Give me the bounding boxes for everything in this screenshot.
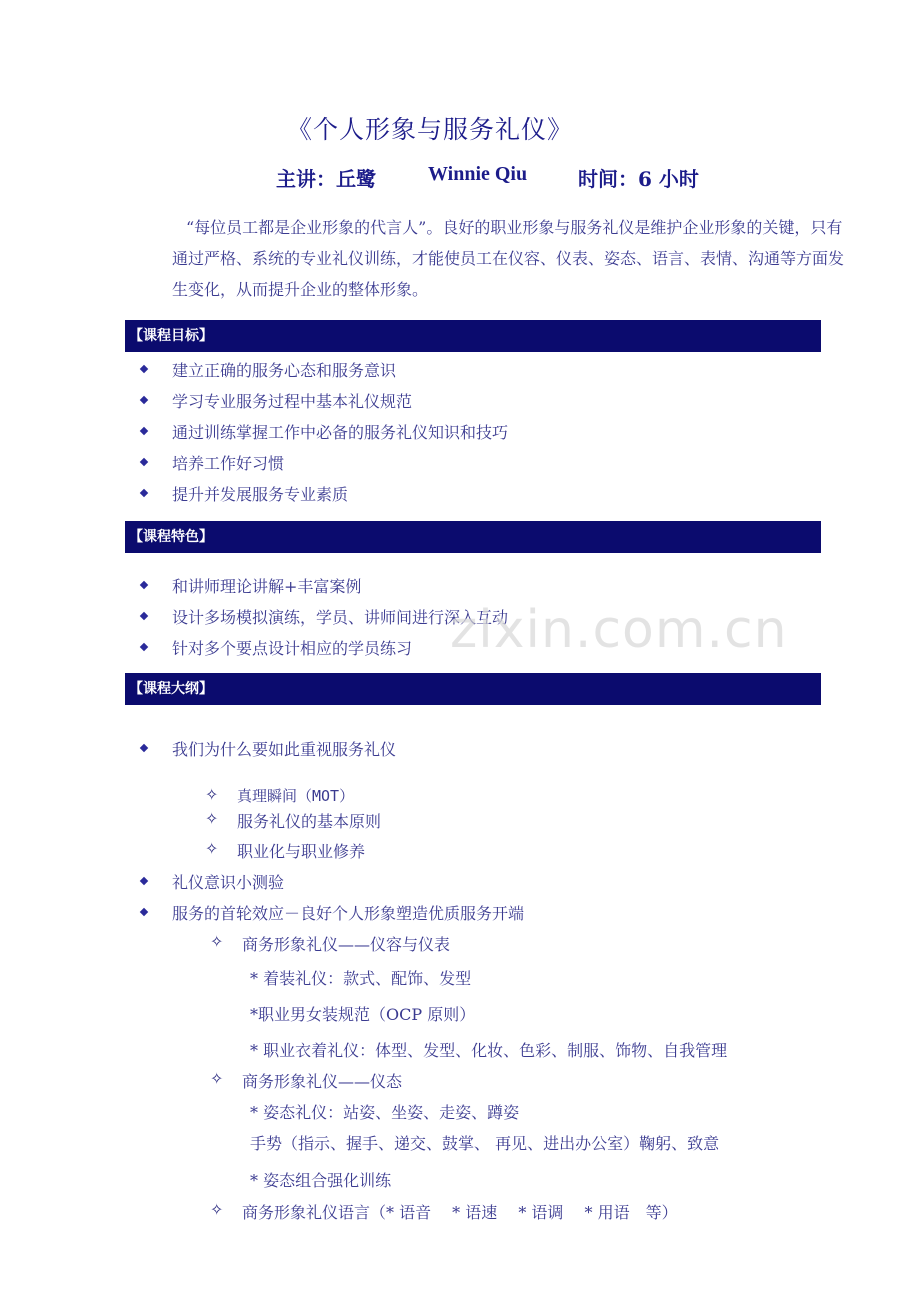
list-item: 针对多个要点设计相应的学员练习 bbox=[172, 639, 413, 658]
sub-list-item: 职业化与职业修养 bbox=[237, 842, 366, 861]
detail-line: * 姿态礼仪：站姿、坐姿、走姿、蹲姿 bbox=[250, 1103, 520, 1122]
bullet-diamond-icon bbox=[140, 489, 148, 497]
bullet-diamond-icon bbox=[140, 581, 148, 589]
sub-list-item: 商务形象礼仪——仪态 bbox=[242, 1072, 403, 1091]
section-header-outline: 【课程大纲】 bbox=[125, 673, 821, 705]
detail-line: 手势（指示、握手、递交、鼓掌、 再见、进出办公室）鞠躬、致意 bbox=[250, 1134, 720, 1153]
detail-line: * 着装礼仪：款式、配饰、发型 bbox=[250, 969, 472, 988]
four-point-star-icon: ✧ bbox=[205, 839, 219, 858]
four-point-star-icon: ✧ bbox=[210, 932, 224, 951]
list-item: 培养工作好习惯 bbox=[172, 454, 285, 473]
bullet-diamond-icon bbox=[140, 396, 148, 404]
lecturer-label: 主讲：丘鹭 bbox=[276, 167, 376, 191]
detail-line: *职业男女装规范（OCP 原则） bbox=[250, 1005, 476, 1024]
duration-label: 时间：6 小时 bbox=[578, 167, 699, 191]
bullet-diamond-icon bbox=[140, 908, 148, 916]
bullet-diamond-icon bbox=[140, 365, 148, 373]
section-header-features: 【课程特色】 bbox=[125, 521, 821, 553]
list-item: 我们为什么要如此重视服务礼仪 bbox=[172, 740, 397, 759]
list-item: 设计多场模拟演练，学员、讲师间进行深入互动 bbox=[172, 608, 509, 627]
bullet-diamond-icon bbox=[140, 427, 148, 435]
detail-line: * 姿态组合强化训练 bbox=[250, 1171, 392, 1190]
intro-paragraph: “每位员工都是企业形象的代言人”。良好的职业形象与服务礼仪是维护企业形象的关键，只有通过严格、系统的专业礼仪训练，才能使员工在仪容、仪表、姿态、语言、表情、沟通等方面发生变化，从而提升企业的整体形象。 bbox=[172, 218, 845, 299]
four-point-star-icon: ✧ bbox=[210, 1069, 224, 1088]
list-item: 学习专业服务过程中基本礼仪规范 bbox=[172, 392, 413, 411]
sub-list-item: 商务形象礼仪——仪容与仪表 bbox=[242, 935, 451, 954]
sub-list-item: 服务礼仪的基本原则 bbox=[237, 812, 382, 831]
lecturer-english-name: Winnie Qiu bbox=[428, 163, 528, 185]
watermark-text: zixin.com.cn bbox=[450, 600, 788, 660]
bullet-diamond-icon bbox=[140, 643, 148, 651]
list-item: 通过训练掌握工作中必备的服务礼仪知识和技巧 bbox=[172, 423, 509, 442]
list-item: 服务的首轮效应－良好个人形象塑造优质服务开端 bbox=[172, 904, 525, 923]
list-item: 和讲师理论讲解+丰富案例 bbox=[172, 577, 362, 596]
sub-list-item: 商务形象礼仪语言（* 语音 * 语速 * 语调 * 用语 等） bbox=[242, 1203, 678, 1222]
section-header-goals: 【课程目标】 bbox=[125, 320, 821, 352]
document-title: 《个人形象与服务礼仪》 bbox=[287, 115, 574, 144]
list-item: 礼仪意识小测验 bbox=[172, 873, 285, 892]
list-item: 提升并发展服务专业素质 bbox=[172, 485, 349, 504]
four-point-star-icon: ✧ bbox=[205, 809, 219, 828]
bullet-diamond-icon bbox=[140, 458, 148, 466]
detail-line: * 职业衣着礼仪：体型、发型、化妆、色彩、制服、饰物、自我管理 bbox=[250, 1041, 728, 1060]
bullet-diamond-icon bbox=[140, 744, 148, 752]
four-point-star-icon: ✧ bbox=[210, 1200, 224, 1219]
list-item: 建立正确的服务心态和服务意识 bbox=[172, 361, 397, 380]
sub-list-item: 真理瞬间（MOT） bbox=[237, 787, 355, 805]
bullet-diamond-icon bbox=[140, 612, 148, 620]
four-point-star-icon: ✧ bbox=[205, 785, 219, 804]
bullet-diamond-icon bbox=[140, 877, 148, 885]
